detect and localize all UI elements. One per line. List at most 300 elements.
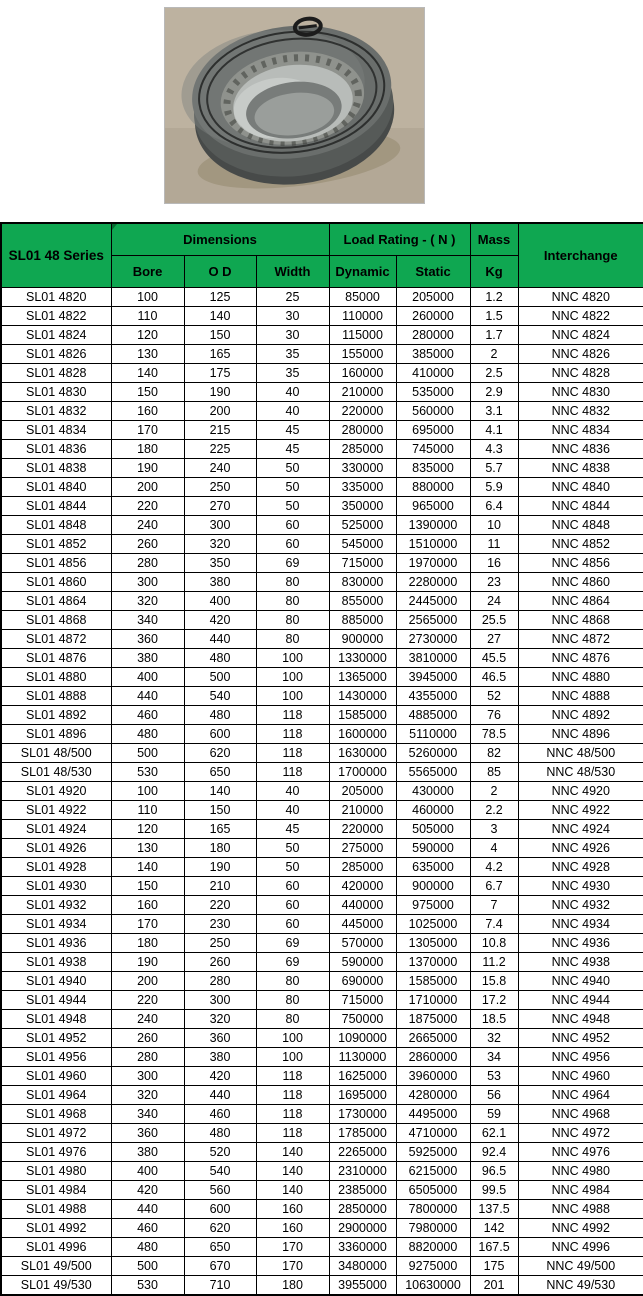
cell: 32 [470,1028,518,1047]
cell: 695000 [396,420,470,439]
cell: NNC 4828 [518,363,643,382]
cell: NNC 4822 [518,306,643,325]
table-row [1,591,643,610]
cell: 23 [470,572,518,591]
cell: 82 [470,743,518,762]
cell: 6.7 [470,876,518,895]
column-header-interchange: Interchange [518,223,643,287]
cell: SL01 49/530 [1,1275,111,1295]
cell: SL01 4948 [1,1009,111,1028]
cell: 110 [111,306,184,325]
cell: 9275000 [396,1256,470,1275]
cell: 690000 [329,971,396,990]
cell: 142 [470,1218,518,1237]
table-row [1,686,643,705]
cell: 590000 [396,838,470,857]
cell: NNC 4992 [518,1218,643,1237]
cell: 215 [184,420,256,439]
table-row [1,610,643,629]
cell: 1090000 [329,1028,396,1047]
cell: 320 [111,1085,184,1104]
cell: 35 [256,363,329,382]
cell: 50 [256,838,329,857]
cell: NNC 4972 [518,1123,643,1142]
cell: SL01 4936 [1,933,111,952]
cell: 380 [184,1047,256,1066]
cell: 270 [184,496,256,515]
cell: 335000 [329,477,396,496]
cell: 5260000 [396,743,470,762]
cell: 140 [111,363,184,382]
table-row [1,705,643,724]
cell: 240 [184,458,256,477]
cell: 160 [111,895,184,914]
table-row [1,477,643,496]
cell: 560000 [396,401,470,420]
cell: 220 [111,496,184,515]
cell: 137.5 [470,1199,518,1218]
table-row [1,914,643,933]
cell: 2445000 [396,591,470,610]
table-row [1,1104,643,1123]
cell: 80 [256,591,329,610]
cell: SL01 4930 [1,876,111,895]
cell: 60 [256,876,329,895]
cell: 167.5 [470,1237,518,1256]
column-header-bore: Bore [111,255,184,287]
cell: 190 [111,458,184,477]
column-header-mass: Mass [470,223,518,255]
table-row [1,781,643,800]
table-row [1,382,643,401]
cell: 885000 [329,610,396,629]
cell: 100 [256,648,329,667]
cell: SL01 4836 [1,439,111,458]
cell: 100 [111,781,184,800]
cell: 560 [184,1180,256,1199]
cell: SL01 4922 [1,800,111,819]
cell: 8820000 [396,1237,470,1256]
cell: 260 [111,534,184,553]
cell: 27 [470,629,518,648]
cell: 360 [111,1123,184,1142]
cell: SL01 4976 [1,1142,111,1161]
cell: SL01 4852 [1,534,111,553]
cell: 1390000 [396,515,470,534]
cell: 505000 [396,819,470,838]
cell: 6505000 [396,1180,470,1199]
cell: SL01 4832 [1,401,111,420]
cell: SL01 4892 [1,705,111,724]
cell: 118 [256,724,329,743]
cell: 4.3 [470,439,518,458]
cell: 385000 [396,344,470,363]
cell: 180 [111,933,184,952]
cell: SL01 48/500 [1,743,111,762]
cell: NNC 4872 [518,629,643,648]
cell: 710 [184,1275,256,1295]
cell: 320 [111,591,184,610]
cell: 300 [111,1066,184,1085]
cell: 545000 [329,534,396,553]
cell: 60 [256,914,329,933]
cell: 400 [111,667,184,686]
cell: 3.1 [470,401,518,420]
cell: SL01 4996 [1,1237,111,1256]
table-row [1,648,643,667]
cell: 635000 [396,857,470,876]
table-row [1,629,643,648]
cell: 5.9 [470,477,518,496]
cell: SL01 4964 [1,1085,111,1104]
cell: NNC 48/500 [518,743,643,762]
cell: 1.2 [470,287,518,306]
cell: 69 [256,933,329,952]
cell: NNC 4922 [518,800,643,819]
cell: 480 [111,724,184,743]
cell: 10.8 [470,933,518,952]
cell: 140 [256,1142,329,1161]
cell: 600 [184,724,256,743]
cell: 600 [184,1199,256,1218]
cell: SL01 4834 [1,420,111,439]
cell: 260 [184,952,256,971]
cell: 85 [470,762,518,781]
cell: 1710000 [396,990,470,1009]
table-row [1,990,643,1009]
cell: 220000 [329,819,396,838]
cell: 350000 [329,496,396,515]
cell: NNC 4852 [518,534,643,553]
cell: 880000 [396,477,470,496]
cell: 80 [256,610,329,629]
cell: NNC 4830 [518,382,643,401]
cell: 76 [470,705,518,724]
cell: NNC 4940 [518,971,643,990]
cell: 100 [256,1028,329,1047]
cell: 210000 [329,382,396,401]
cell: 480 [184,705,256,724]
cell: 540 [184,1161,256,1180]
cell: 40 [256,781,329,800]
cell: 150 [184,800,256,819]
cell: 380 [111,648,184,667]
cell: 1.5 [470,306,518,325]
cell: 250 [184,933,256,952]
cell: NNC 4864 [518,591,643,610]
cell: 2900000 [329,1218,396,1237]
cell: 1600000 [329,724,396,743]
cell: SL01 4844 [1,496,111,515]
cell: 45 [256,439,329,458]
table-row [1,819,643,838]
table-row [1,1123,643,1142]
cell: 59 [470,1104,518,1123]
cell: 745000 [396,439,470,458]
cell: 260000 [396,306,470,325]
cell: 130 [111,344,184,363]
cell: 7.4 [470,914,518,933]
table-row [1,838,643,857]
cell: 1025000 [396,914,470,933]
cell: SL01 4888 [1,686,111,705]
cell: SL01 4824 [1,325,111,344]
cell: 420 [184,610,256,629]
cell: 118 [256,743,329,762]
cell: 440 [184,629,256,648]
cell: 50 [256,458,329,477]
cell: 140 [184,306,256,325]
bearing-photo [164,7,425,204]
table-row [1,1028,643,1047]
cell: 150 [184,325,256,344]
table-row [1,515,643,534]
cell: SL01 4984 [1,1180,111,1199]
cell: 2 [470,344,518,363]
cell: 34 [470,1047,518,1066]
cell: 180 [184,838,256,857]
cell: 2.5 [470,363,518,382]
table-row [1,876,643,895]
cell: 6215000 [396,1161,470,1180]
cell: 2860000 [396,1047,470,1066]
cell: 2665000 [396,1028,470,1047]
cell: 53 [470,1066,518,1085]
cell: 35 [256,344,329,363]
cell: 360 [111,629,184,648]
cell: 45 [256,819,329,838]
cell: SL01 4840 [1,477,111,496]
cell: 100 [256,1047,329,1066]
cell: 480 [184,1123,256,1142]
cell: NNC 4856 [518,553,643,572]
cell: NNC 4976 [518,1142,643,1161]
cell: 570000 [329,933,396,952]
cell: 620 [184,743,256,762]
table-row [1,344,643,363]
cell: 4885000 [396,705,470,724]
cell: 56 [470,1085,518,1104]
cell: SL01 4938 [1,952,111,971]
cell: 69 [256,952,329,971]
cell: NNC 4832 [518,401,643,420]
cell: 380 [184,572,256,591]
cell: 1130000 [329,1047,396,1066]
cell: 60 [256,515,329,534]
table-row [1,287,643,306]
cell: SL01 4876 [1,648,111,667]
cell: 280 [184,971,256,990]
cell: 180 [256,1275,329,1295]
cell: SL01 4980 [1,1161,111,1180]
cell: 18.5 [470,1009,518,1028]
cell: SL01 4896 [1,724,111,743]
cell: 300 [111,572,184,591]
cell: 30 [256,325,329,344]
bearing-photo-icon [165,8,424,203]
cell: NNC 4956 [518,1047,643,1066]
table-row [1,496,643,515]
cell: 40 [256,401,329,420]
cell: 855000 [329,591,396,610]
cell: 62.1 [470,1123,518,1142]
cell: 1365000 [329,667,396,686]
table-row [1,401,643,420]
cell: NNC 4888 [518,686,643,705]
cell: NNC 4840 [518,477,643,496]
cell: 100 [256,667,329,686]
table-row [1,857,643,876]
cell: 220 [184,895,256,914]
cell: 118 [256,762,329,781]
cell: 715000 [329,553,396,572]
cell: 130 [111,838,184,857]
cell: NNC 4968 [518,1104,643,1123]
cell: 2850000 [329,1199,396,1218]
cell: NNC 4824 [518,325,643,344]
cell: SL01 4968 [1,1104,111,1123]
cell: 2.2 [470,800,518,819]
cell: 340 [111,1104,184,1123]
cell: 25.5 [470,610,518,629]
column-header-width: Width [256,255,329,287]
cell: 250 [184,477,256,496]
cell: SL01 4952 [1,1028,111,1047]
cell: 420 [184,1066,256,1085]
table-row [1,1218,643,1237]
cell: SL01 4932 [1,895,111,914]
cell: 520 [184,1142,256,1161]
cell: NNC 4944 [518,990,643,1009]
cell: SL01 4856 [1,553,111,572]
cell: 280 [111,1047,184,1066]
cell: 460 [111,1218,184,1237]
cell: 155000 [329,344,396,363]
cell: 2310000 [329,1161,396,1180]
cell: SL01 4848 [1,515,111,534]
cell: 85000 [329,287,396,306]
cell: 590000 [329,952,396,971]
cell: 16 [470,553,518,572]
cell: NNC 4820 [518,287,643,306]
cell: 445000 [329,914,396,933]
cell: 150 [111,876,184,895]
cell: 530 [111,762,184,781]
cell: 260 [111,1028,184,1047]
cell: 205000 [329,781,396,800]
cell: 4710000 [396,1123,470,1142]
cell: 140 [111,857,184,876]
cell: 210 [184,876,256,895]
table-row [1,572,643,591]
cell: 100 [111,287,184,306]
cell: NNC 4860 [518,572,643,591]
cell: 4355000 [396,686,470,705]
cell: 190 [184,382,256,401]
cell: 430000 [396,781,470,800]
cell: SL01 4828 [1,363,111,382]
cell: 160 [256,1199,329,1218]
cell: NNC 49/500 [518,1256,643,1275]
cell: 400 [111,1161,184,1180]
table-row [1,743,643,762]
cell: 240 [111,515,184,534]
cell: 96.5 [470,1161,518,1180]
cell: 4280000 [396,1085,470,1104]
cell: 440000 [329,895,396,914]
cell: NNC 4932 [518,895,643,914]
cell: SL01 4860 [1,572,111,591]
cell: 1875000 [396,1009,470,1028]
cell: 120 [111,325,184,344]
table-row [1,1199,643,1218]
cell: 160000 [329,363,396,382]
cell: 110 [111,800,184,819]
table-row [1,1180,643,1199]
cell: 50 [256,477,329,496]
cell: 440 [111,686,184,705]
cell: 525000 [329,515,396,534]
cell: 80 [256,629,329,648]
table-row [1,553,643,572]
cell: 200 [184,401,256,420]
cell: 160 [111,401,184,420]
cell: 275000 [329,838,396,857]
cell: 280000 [396,325,470,344]
cell: 7800000 [396,1199,470,1218]
cell: 220000 [329,401,396,420]
cell: SL01 4988 [1,1199,111,1218]
cell: NNC 4834 [518,420,643,439]
table-row [1,534,643,553]
cell: 205000 [396,287,470,306]
cell: 900000 [329,629,396,648]
cell: 460000 [396,800,470,819]
cell: 2385000 [329,1180,396,1199]
cell: 4495000 [396,1104,470,1123]
cell: NNC 4988 [518,1199,643,1218]
cell: NNC 4984 [518,1180,643,1199]
cell: 140 [184,781,256,800]
cell: NNC 4896 [518,724,643,743]
cell: SL01 4972 [1,1123,111,1142]
cell: 2730000 [396,629,470,648]
cell: 285000 [329,857,396,876]
cell: 360 [184,1028,256,1047]
table-row [1,971,643,990]
cell: 115000 [329,325,396,344]
column-header-series: SL01 48 Series [1,223,111,287]
cell: NNC 4938 [518,952,643,971]
cell: NNC 4936 [518,933,643,952]
table-row [1,363,643,382]
cell: 3945000 [396,667,470,686]
cell: 280 [111,553,184,572]
cell: 175 [184,363,256,382]
cell: SL01 4868 [1,610,111,629]
cell: 50 [256,857,329,876]
cell: 380 [111,1142,184,1161]
spec-table-body [1,287,643,1295]
cell: 530 [111,1275,184,1295]
cell: NNC 4996 [518,1237,643,1256]
cell: 1700000 [329,762,396,781]
cell: 460 [184,1104,256,1123]
cell: SL01 4956 [1,1047,111,1066]
cell: 5925000 [396,1142,470,1161]
cell: 120 [111,819,184,838]
cell: 240 [111,1009,184,1028]
